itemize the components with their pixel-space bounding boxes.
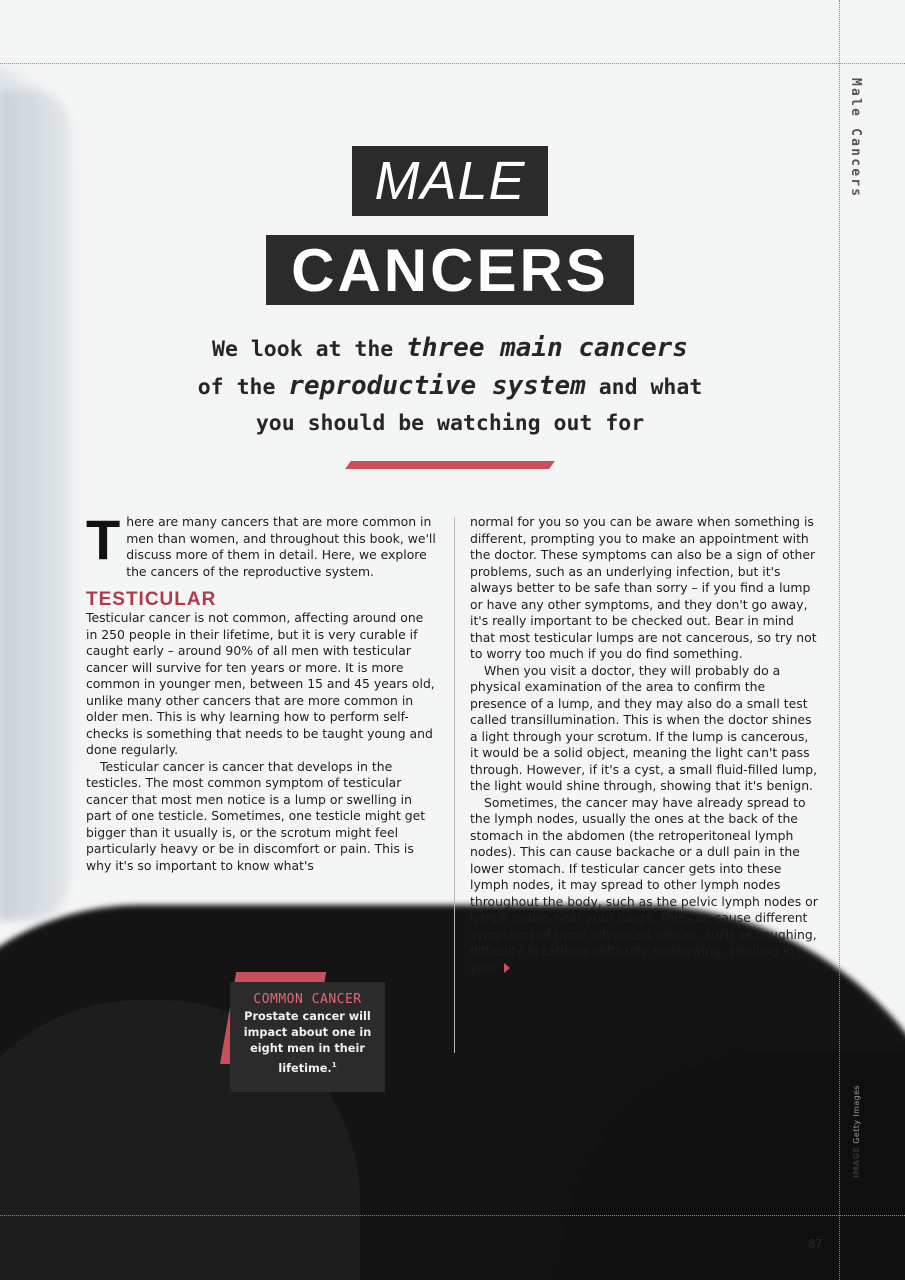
- subtitle-emphasis: reproductive system: [288, 371, 586, 401]
- body-paragraph: Testicular cancer is cancer that develops in the testicles. The most common symptom of testicular cancer that most men notice is a lump or swelling in part of one testicle. Sometimes, one testicle might get bigger than it usually is, or the scrotum might feel particularly heavy or be in discomfort or pain. This is why it's so important to know what's: [86, 758, 426, 873]
- body-paragraph-text: Sometimes, the cancer may have already spread to the lymph nodes, usually the ones at the back of the stomach in the abdomen (the retroperitoneal lymph nodes). This can cause backache or a dull pain in the lower stomach. If testicular cancer gets into these lymph nodes, it may spread to other lymph nodes throughout the body, such as the pelvic lymph nodes or lymph nodes near your lungs. This can cause different symptoms of more advanced cancer, such as coughing, difficulty breathing, difficulty swallowing, swelling in your: [470, 794, 818, 975]
- continue-arrow-icon: [504, 963, 510, 973]
- title-line-1: [352, 146, 548, 216]
- bottom-guide-line: [0, 1215, 905, 1216]
- column-right: [470, 514, 820, 976]
- subtitle: [120, 330, 780, 442]
- footnote-marker: 1: [331, 1061, 337, 1069]
- section-label: Male Cancers: [848, 78, 863, 199]
- body-paragraph: [470, 795, 820, 977]
- subtitle-part: you should be watching out for: [255, 411, 645, 436]
- subtitle-emphasis: three main cancers: [406, 333, 688, 363]
- shirt-edge: [0, 90, 70, 920]
- accent-rule: [345, 461, 555, 469]
- callout-title: COMMON CANCER: [253, 992, 362, 1007]
- callout-body: [240, 1009, 375, 1077]
- credit-source: Getty Images: [852, 1085, 861, 1144]
- subtitle-part: of the: [197, 375, 289, 400]
- intro-text: here are many cancers that are more common in men than women, and throughout this book, we'll discuss more of them in detail. Here, we explore the cancers of the reproductive system.: [126, 514, 436, 579]
- credit-label: IMAGE: [852, 1146, 861, 1178]
- body-paragraph: When you visit a doctor, they will probably do a physical examination of the area to confirm the presence of a lump, and they may also do a small test called transillumination. This is when the doctor shines a light through your scrotum. If the lump is cancerous, it would be a solid object, meaning the light can't pass through. However, if it's a cyst, a small fluid-filled lump, the light would shine through, showing that it's benign.: [470, 662, 818, 793]
- callout-body-text: Prostate cancer will impact about one in eight men in their lifetime.: [243, 1010, 372, 1075]
- body-paragraph: Testicular cancer is not common, affecting around one in 250 people in their lifetime, but it is very curable if caught early – around 90% of all men with testicular cancer will survive for ten years or more. It is more common in younger men, between 15 and 45 years old, unlike many other cancers that are more common in older men. This is why learning how to perform self-checks is something that needs to be taught young and done regularly.: [86, 610, 435, 757]
- right-guide-line: [839, 0, 840, 1280]
- image-credit: [852, 1085, 861, 1178]
- title-line-2: [266, 235, 634, 305]
- body-paragraph: normal for you so you can be aware when something is different, prompting you to make an appointment with the doctor. These symptoms can also be a sign of other problems, such as an underlying infection, but it's always better to be safe than sorry – if you find a lump or have any other symptoms, and they don't go away, it's really important to be checked out. Bear in mind that most testicular lumps are not cancerous, so try not to worry too much if you do find something.: [470, 514, 817, 661]
- top-guide-line: [0, 63, 905, 64]
- heading-testicular: TESTICULAR: [86, 589, 217, 610]
- title-line-2-text: CANCERS: [291, 236, 609, 304]
- page-number: 87: [808, 1236, 823, 1251]
- intro-paragraph: [86, 508, 438, 580]
- callout-box: [230, 982, 385, 1092]
- subtitle-part: and what: [585, 375, 703, 400]
- column-divider: [454, 517, 455, 1053]
- drop-cap: T: [86, 508, 121, 571]
- subtitle-part: We look at the: [212, 337, 407, 362]
- column-left: [86, 508, 438, 874]
- title-line-1-text: MALE: [374, 151, 526, 211]
